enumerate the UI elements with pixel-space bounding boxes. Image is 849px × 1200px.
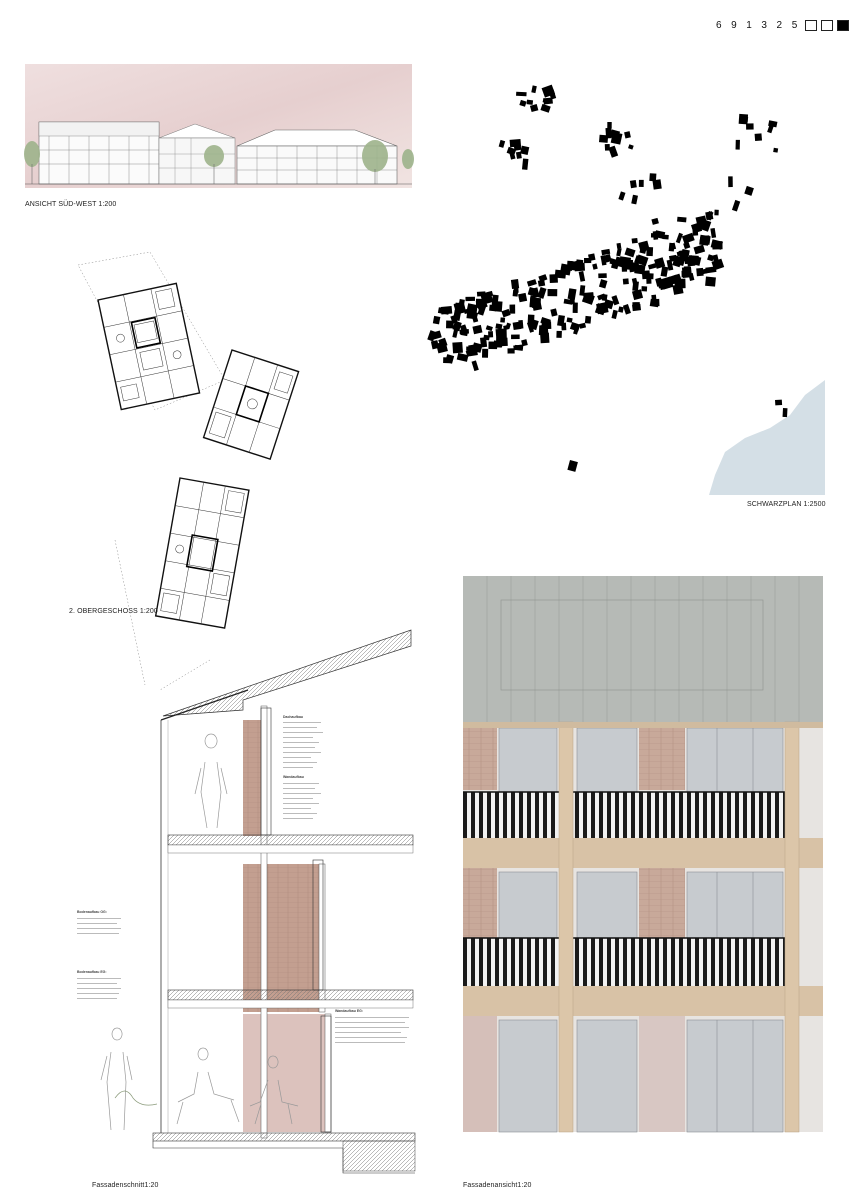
- building-footprint: [624, 248, 635, 258]
- building-footprint: [472, 325, 482, 334]
- building-footprint: [773, 148, 778, 153]
- building-footprint: [767, 123, 774, 133]
- building-footprint: [510, 305, 516, 314]
- building-footprint: [443, 357, 451, 363]
- building-footprint: [452, 342, 463, 353]
- building-footprint: [427, 330, 436, 341]
- building-footprint: [783, 408, 788, 417]
- building-footprint: [693, 245, 705, 255]
- building-footprint: [605, 144, 610, 151]
- building-footprint: [624, 131, 631, 138]
- building-footprint: [705, 277, 716, 287]
- building-footprint: [676, 233, 683, 244]
- code-box-filled: [837, 20, 849, 31]
- building-footprint: [556, 331, 562, 338]
- floor-plan-caption: 2. OBERGESCHOSS 1:200: [69, 608, 158, 615]
- building-footprint: [499, 140, 506, 148]
- site-plan-drawing: [425, 80, 825, 495]
- building-footprint: [433, 316, 441, 325]
- building-footprint: [567, 460, 578, 472]
- building-footprint: [550, 308, 557, 316]
- building-footprint: [466, 308, 477, 320]
- building-footprint: [567, 317, 573, 322]
- building-footprint: [568, 288, 577, 300]
- building-footprint: [705, 211, 713, 220]
- building-footprint: [732, 200, 740, 212]
- building-footprint: [755, 133, 762, 141]
- building-footprint: [618, 306, 624, 312]
- building-footprint: [549, 274, 558, 283]
- building-footprint: [561, 323, 566, 331]
- building-footprint: [488, 342, 497, 350]
- building-footprint: [518, 293, 527, 302]
- building-footprint: [500, 317, 505, 322]
- building-footprint: [598, 273, 607, 278]
- wall-buildup-title: Wandaufbau: [283, 775, 304, 779]
- sheet-code-block: [716, 20, 849, 31]
- floor-og-title: Bodenaufbau OG:: [77, 910, 107, 914]
- section-caption: Fassadenschnitt1:20: [92, 1182, 159, 1189]
- building-footprint: [649, 173, 656, 181]
- building-footprint: [592, 263, 598, 269]
- code-box-empty: [821, 20, 833, 31]
- building-footprint: [740, 116, 748, 122]
- building-footprint: [516, 92, 527, 97]
- building-footprint: [489, 305, 496, 312]
- building-footprint: [540, 104, 550, 113]
- facade-section-drawing: [77, 628, 415, 1178]
- building-footprint: [441, 306, 453, 315]
- building-footprint: [662, 235, 668, 240]
- building-footprint: [696, 268, 703, 276]
- building-footprint: [530, 104, 538, 112]
- building-footprint: [623, 260, 633, 270]
- facade-caption: Fassadenansicht1:20: [463, 1182, 532, 1189]
- building-footprint: [618, 191, 625, 200]
- building-footprint: [465, 297, 475, 301]
- building-footprint: [607, 122, 611, 129]
- building-footprint: [527, 100, 534, 105]
- building-footprint: [672, 284, 683, 295]
- building-footprint: [617, 243, 622, 249]
- building-footprint: [648, 273, 653, 279]
- building-footprint: [710, 228, 716, 238]
- building-footprint: [661, 266, 669, 277]
- building-footprint: [669, 243, 675, 252]
- building-footprint: [602, 294, 608, 301]
- building-footprint: [616, 248, 621, 257]
- building-footprint: [641, 286, 647, 291]
- building-footprint: [714, 210, 718, 216]
- building-footprint: [513, 322, 522, 331]
- building-footprint: [459, 329, 469, 334]
- building-footprint: [431, 340, 439, 349]
- building-footprint: [599, 135, 608, 143]
- building-footprint: [623, 278, 629, 284]
- building-footprint: [482, 349, 488, 358]
- site-plan-caption: SCHWARZPLAN 1:2500: [747, 501, 826, 508]
- building-footprint: [511, 335, 520, 340]
- code-box-empty: [805, 20, 817, 31]
- building-footprint: [736, 140, 740, 150]
- building-footprint: [628, 144, 634, 149]
- building-footprint: [513, 290, 519, 297]
- building-footprint: [651, 233, 659, 237]
- floor-eg-title: Bodenaufbau EG:: [77, 970, 107, 974]
- building-footprint: [611, 310, 617, 319]
- building-footprint: [585, 316, 591, 324]
- building-footprint: [520, 146, 529, 155]
- building-footprint: [501, 309, 510, 317]
- building-footprint: [630, 180, 637, 188]
- elevation-drawing: [25, 64, 412, 188]
- building-footprint: [472, 360, 479, 371]
- building-footprint: [584, 258, 591, 263]
- roof-buildup-title: Dachaufbau: [283, 715, 304, 719]
- sheet-code: 6 9 1 3 2 5: [716, 20, 801, 31]
- building-footprint: [688, 273, 694, 281]
- building-footprint: [573, 303, 578, 314]
- building-footprint: [651, 218, 659, 225]
- building-footprint: [699, 237, 709, 246]
- building-footprint: [746, 123, 754, 129]
- building-footprint: [486, 325, 493, 331]
- building-footprint: [522, 158, 528, 169]
- building-footprint: [519, 100, 526, 107]
- elevation-caption: ANSICHT SÜD-WEST 1:200: [25, 201, 117, 208]
- building-footprint: [537, 287, 546, 299]
- building-footprint: [527, 279, 537, 287]
- building-footprint: [632, 278, 638, 285]
- building-footprint: [567, 261, 573, 271]
- building-footprint: [623, 304, 631, 315]
- building-footprint: [579, 271, 586, 282]
- building-footprint: [728, 176, 733, 187]
- facade-elevation-drawing: [463, 576, 823, 1132]
- building-footprint: [744, 186, 754, 196]
- building-footprint: [639, 180, 644, 187]
- building-footprint: [648, 263, 657, 269]
- building-footprint: [501, 329, 507, 340]
- building-footprint: [651, 295, 657, 305]
- building-footprint: [579, 323, 586, 329]
- building-footprint: [707, 254, 714, 261]
- building-footprint: [452, 329, 458, 338]
- building-footprint: [483, 335, 489, 341]
- building-footprint: [599, 279, 608, 288]
- building-footprint: [531, 85, 537, 93]
- building-footprint: [492, 295, 499, 306]
- building-footprint: [495, 323, 502, 329]
- building-footprint: [775, 400, 782, 406]
- building-footprint: [689, 255, 699, 261]
- building-footprint: [507, 348, 514, 353]
- building-footprint: [677, 217, 687, 223]
- building-footprint: [547, 289, 557, 296]
- wall-eg-title: Wandaufbau EG:: [335, 1009, 364, 1013]
- building-footprint: [538, 280, 545, 287]
- building-footprint: [632, 302, 640, 307]
- building-footprint: [631, 195, 638, 205]
- building-footprint: [632, 238, 638, 244]
